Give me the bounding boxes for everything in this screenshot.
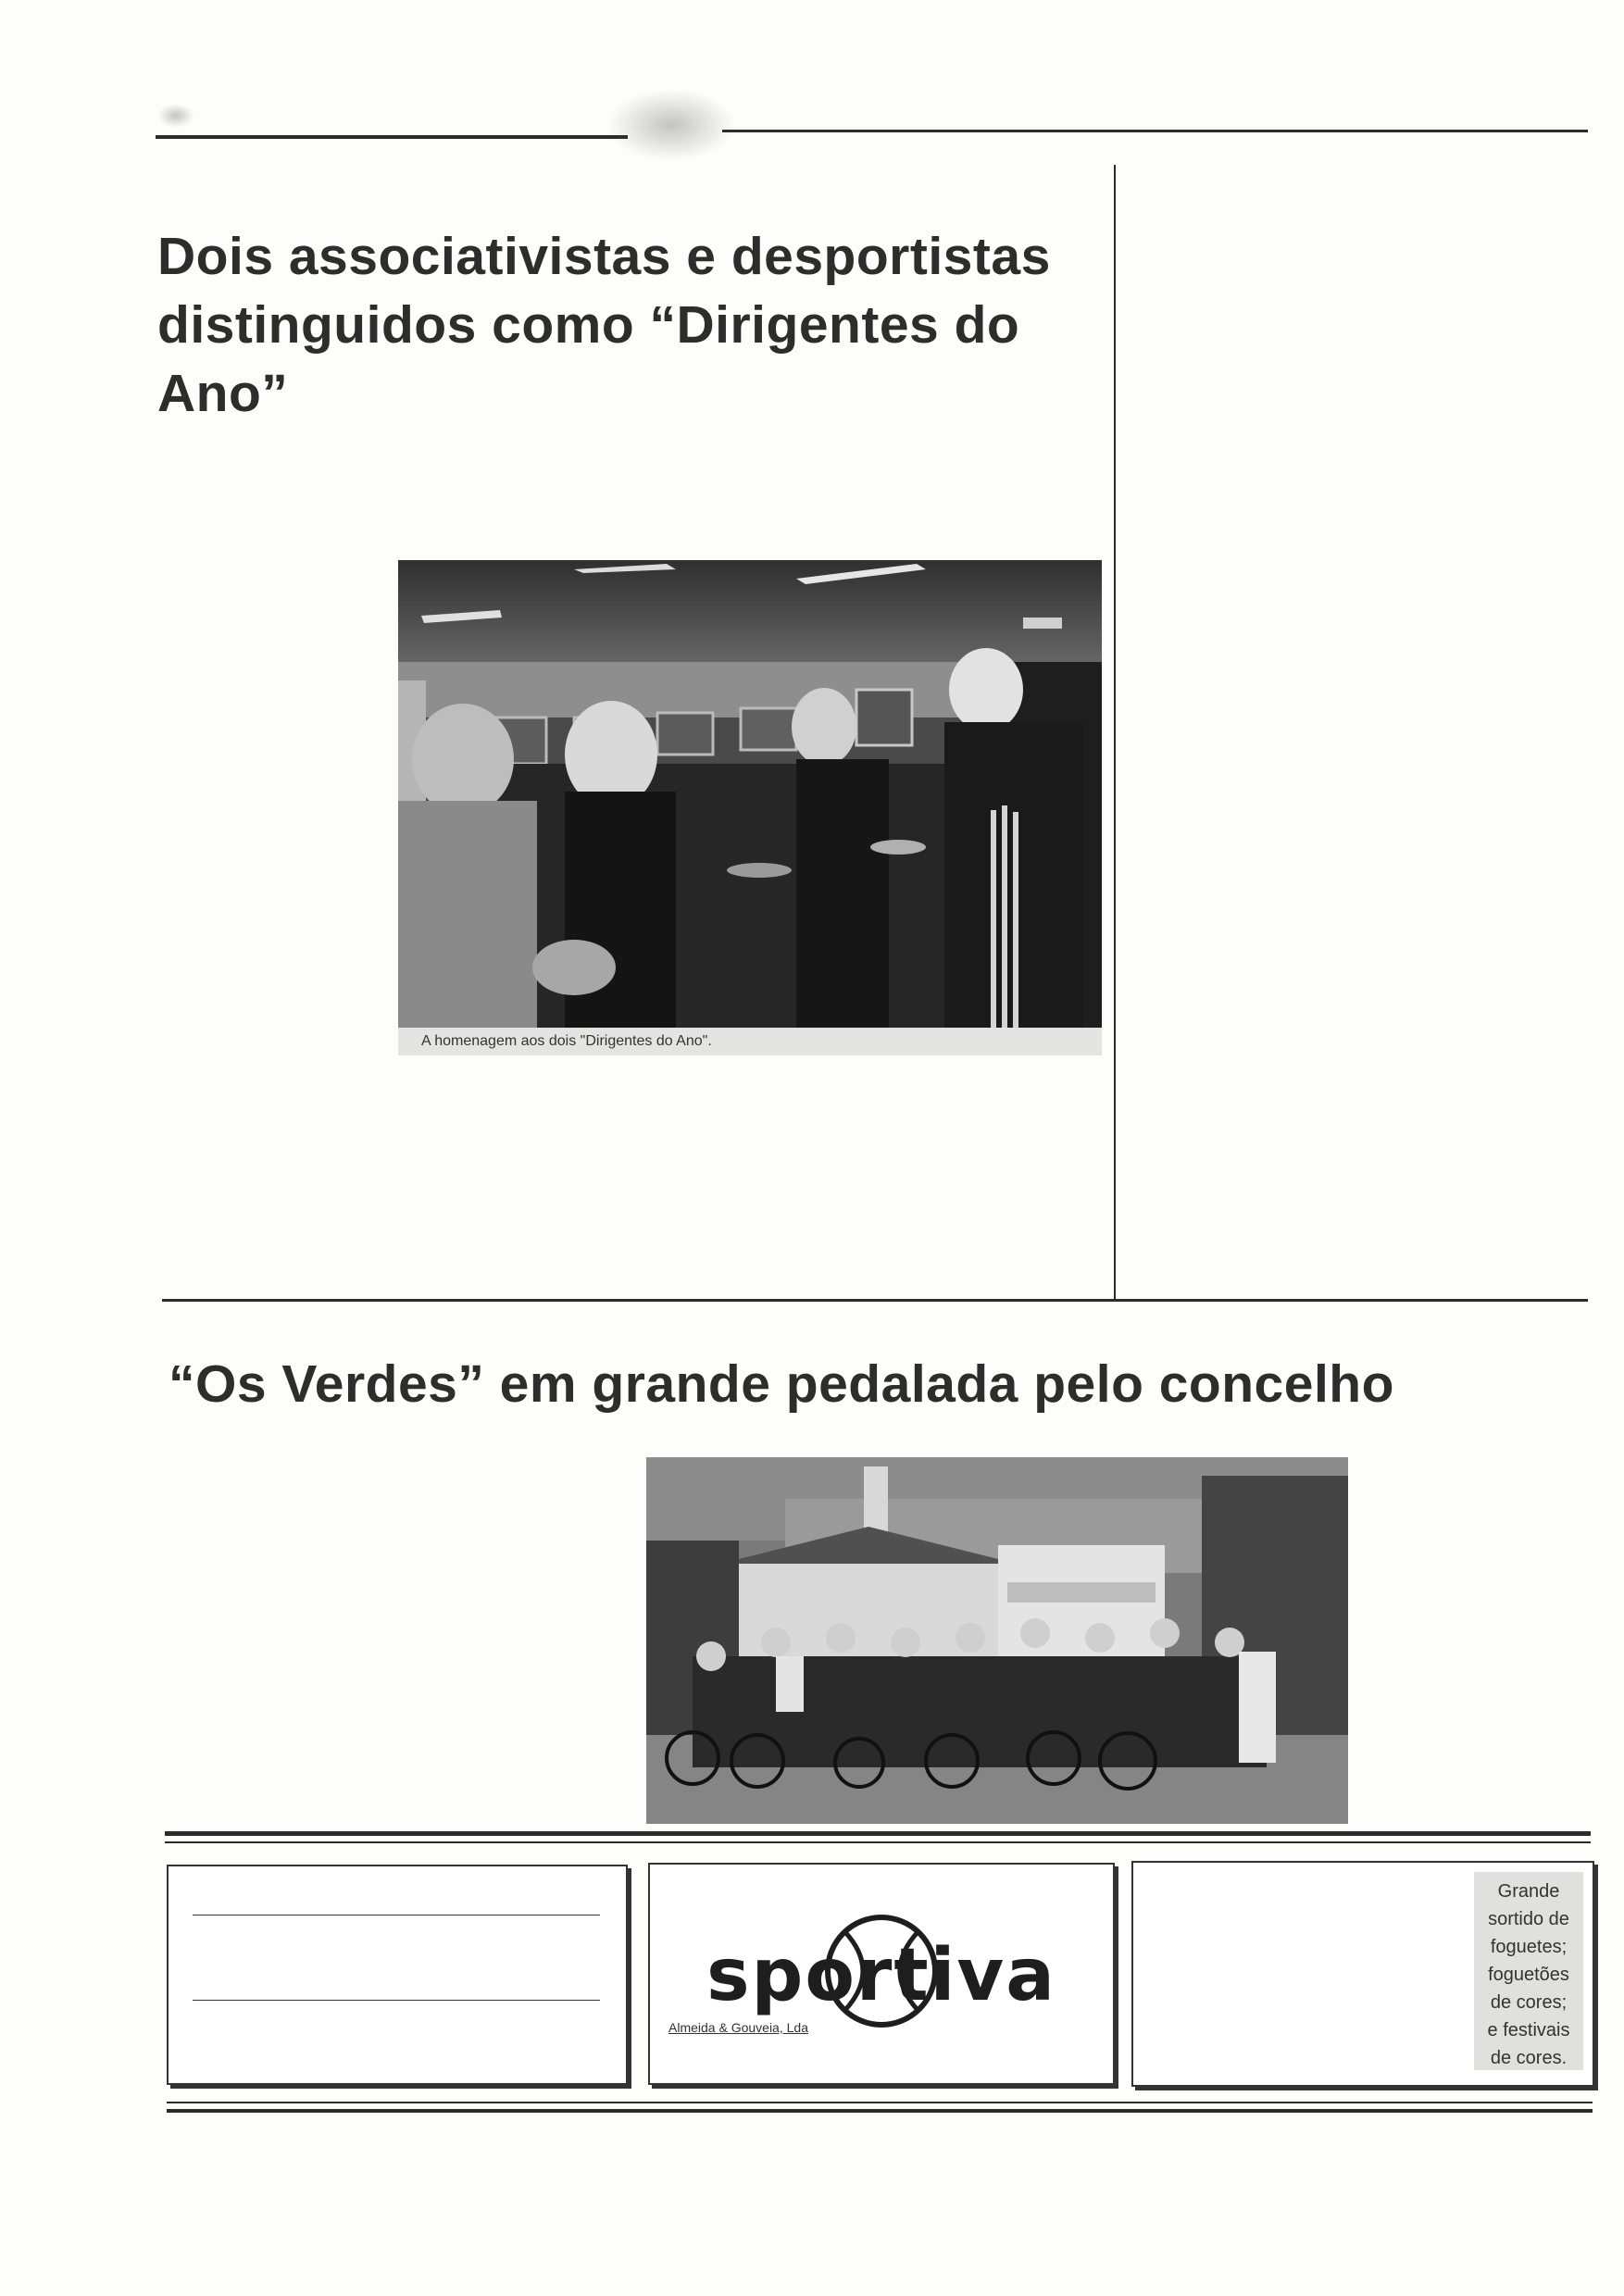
fireworks-line: foguetões: [1488, 1965, 1569, 1985]
ceremony-photo: [398, 560, 1102, 1028]
sportiva-logo: sportiva: [706, 1934, 1056, 2017]
fireworks-ad: [1131, 1861, 1594, 2087]
section-rule: [162, 1299, 1588, 1302]
fireworks-line: e festivais: [1487, 2020, 1570, 2040]
sportiva-ad: [648, 1863, 1115, 2085]
fireworks-line: Grande: [1497, 1881, 1560, 1902]
fireworks-line: de cores;: [1490, 1992, 1568, 2013]
article-photo: [646, 1457, 1348, 1824]
article-photo: [398, 560, 1102, 1028]
company-name: Almeida & Gouveia, Lda: [668, 2020, 808, 2035]
ads-rule-top-thin: [165, 1841, 1591, 1843]
header-ornament: [606, 89, 736, 161]
footer-rule: [167, 2102, 1593, 2103]
fireworks-line: de cores.: [1490, 2048, 1568, 2068]
header-rule-left: [156, 135, 628, 139]
blank-line: [193, 2000, 600, 2001]
footer-rule-thick: [167, 2109, 1593, 2113]
column-divider: [1114, 165, 1116, 1302]
fireworks-line: sortido de: [1488, 1909, 1569, 1929]
article-headline: “Os Verdes” em grande pedalada pelo concelho: [169, 1354, 1394, 1414]
photo-caption: A homenagem aos dois "Dirigentes do Ano".: [398, 1028, 1102, 1055]
page-mark: [157, 104, 194, 128]
classified-ad-box: [167, 1865, 628, 2085]
fireworks-text: [1474, 1872, 1583, 2070]
header-rule-right: [722, 130, 1588, 132]
fireworks-line: foguetes;: [1490, 1937, 1568, 1957]
cyclists-group-photo: [646, 1457, 1348, 1824]
article-headline: Dois associativistas e desportistas distinguidos como “Dirigentes do Ano”: [157, 227, 1051, 423]
ads-rule-top: [165, 1831, 1591, 1836]
